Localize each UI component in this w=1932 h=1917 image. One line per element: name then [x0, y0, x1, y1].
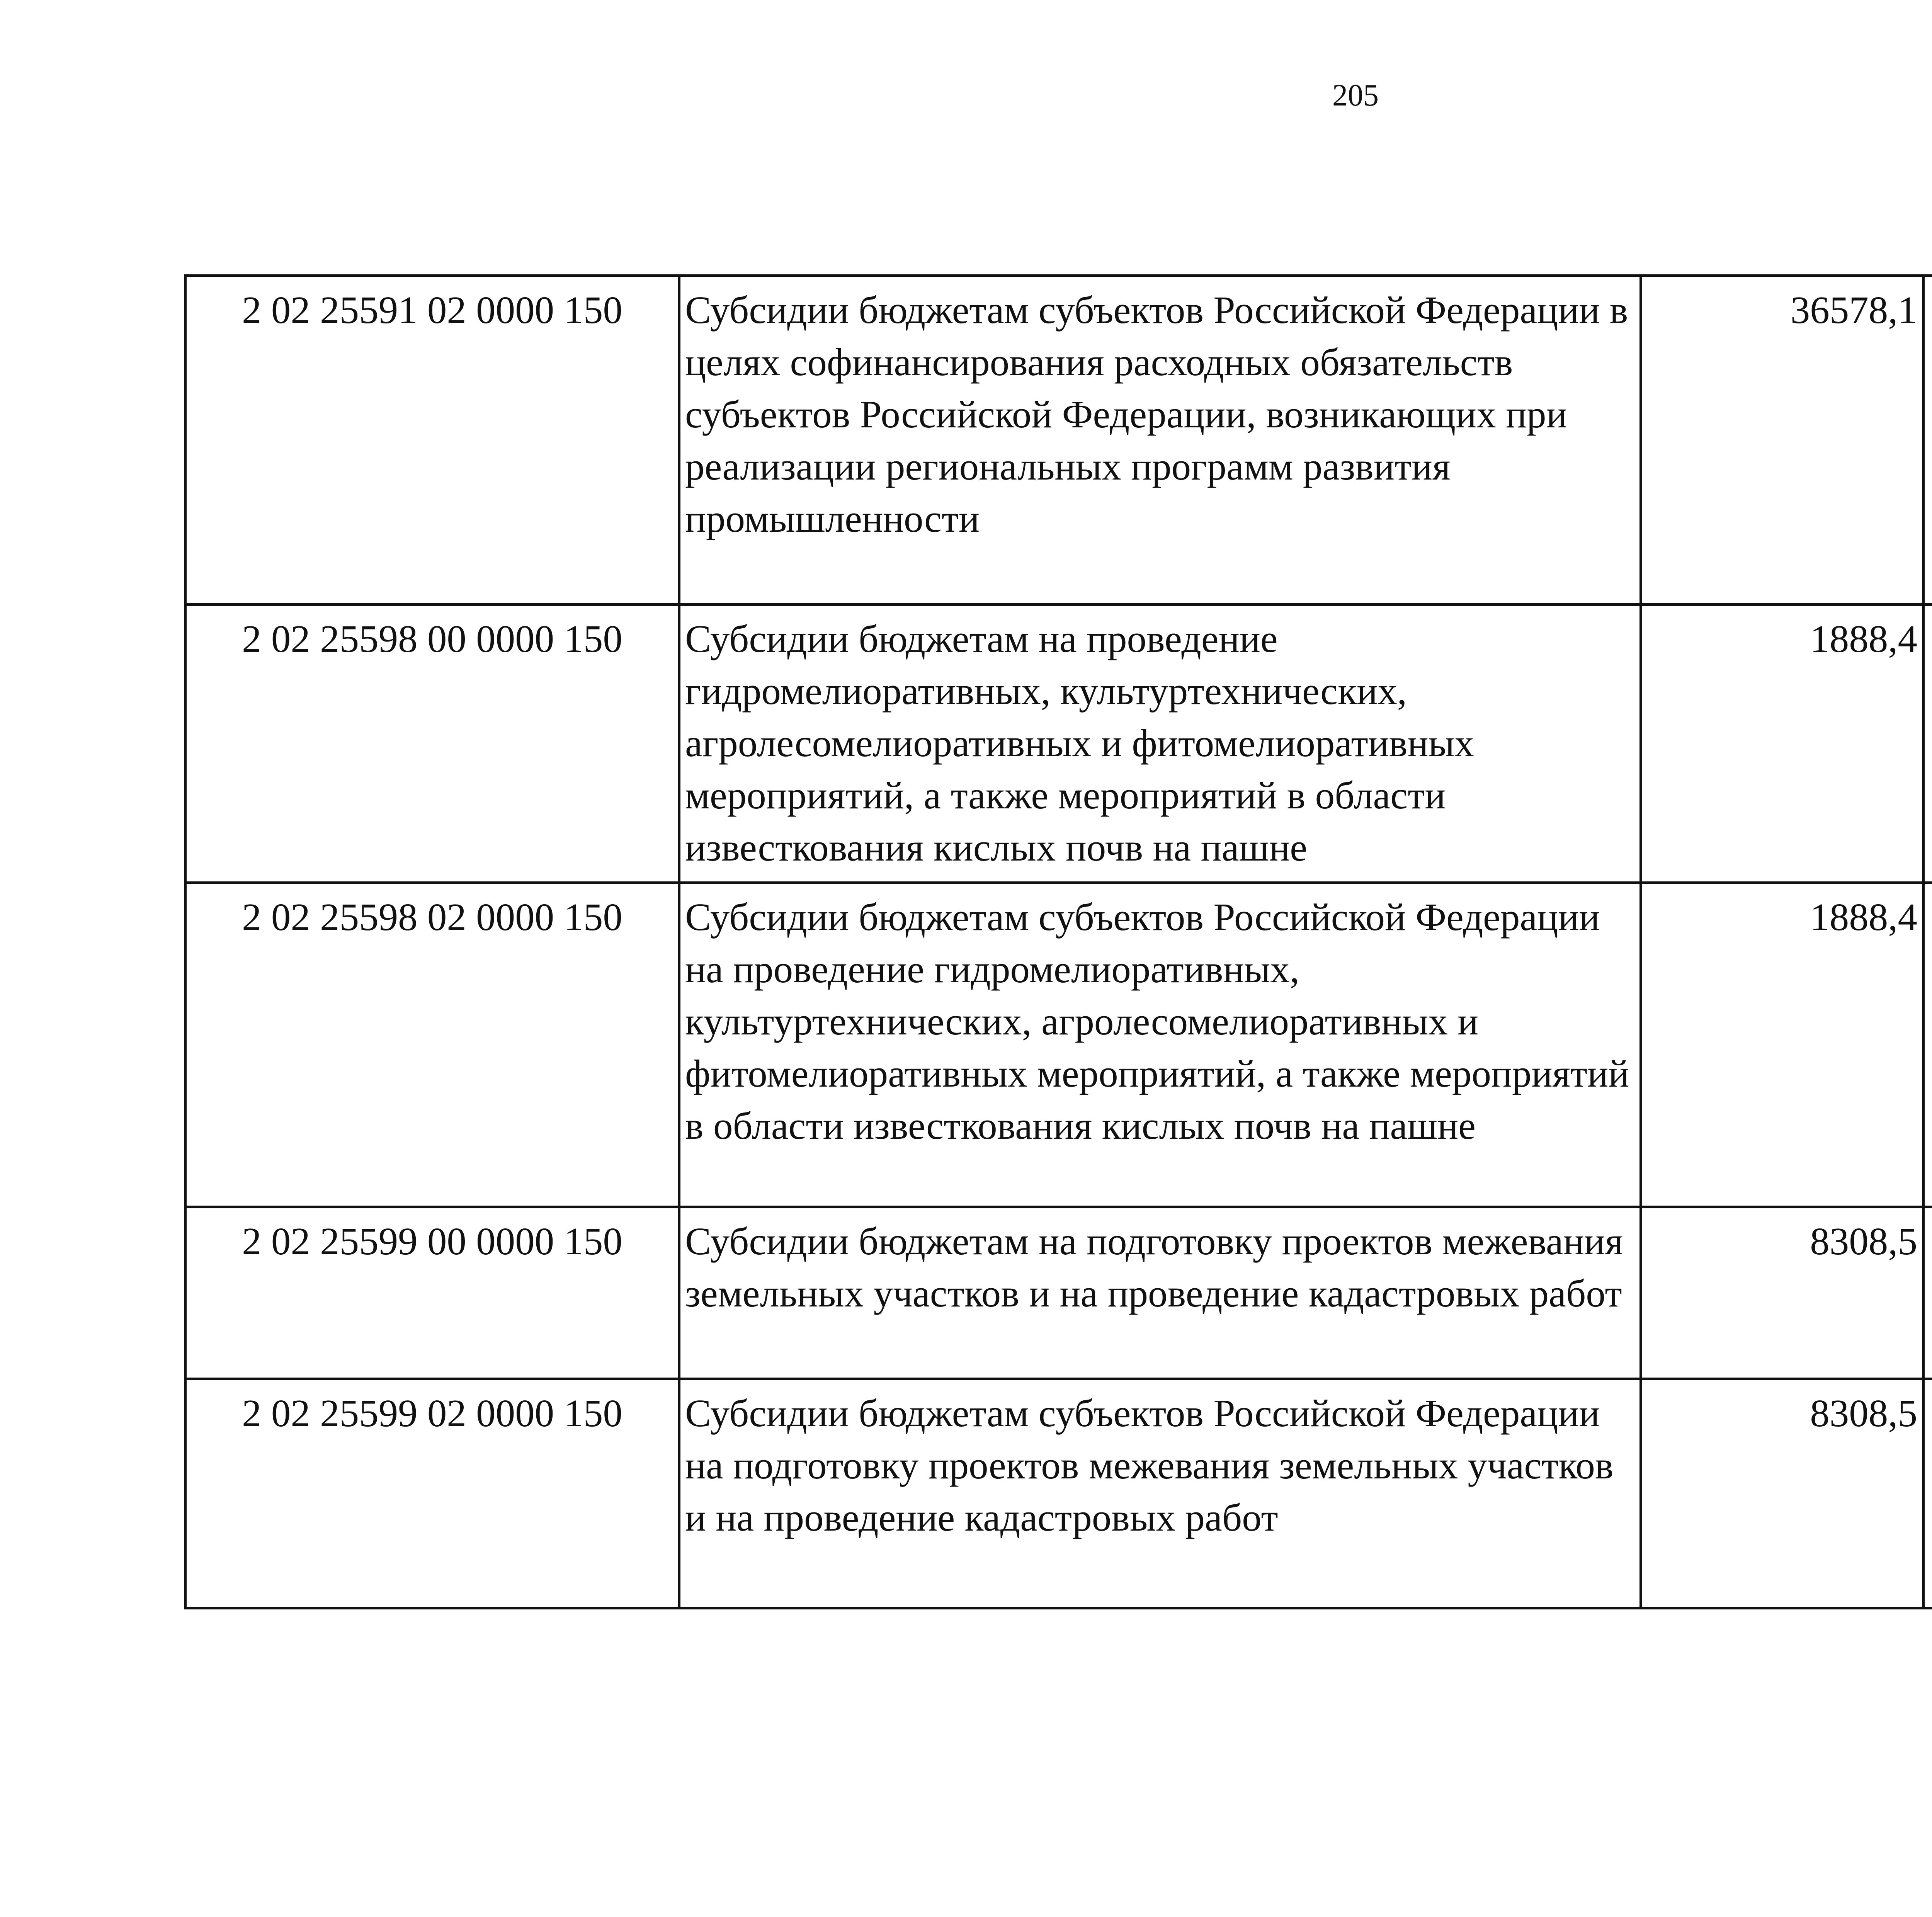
budget-code-cell: 2 02 25591 02 0000 150 — [185, 276, 679, 605]
budget-code-cell: 2 02 25599 02 0000 150 — [185, 1379, 679, 1608]
table-row — [185, 1379, 1932, 1608]
amount-year1-cell: 36578,1 — [1641, 276, 1923, 605]
budget-code-cell: 2 02 25598 02 0000 150 — [185, 883, 679, 1207]
amount-year2-cell — [1923, 1207, 1932, 1379]
revenue-name-cell: Субсидии бюджетам субъектов Российской Федерации в целях софинансирования расходных обязательств субъектов Российской Федерации, возникающих при реализации региональных программ развития промышленности — [679, 276, 1641, 605]
table-row — [185, 883, 1932, 1207]
page-number: 205 — [1332, 78, 1379, 112]
revenue-name-cell: Субсидии бюджетам субъектов Российской Федерации на подготовку проектов межевания земельных участков и на проведение кадастровых работ — [679, 1379, 1641, 1608]
amount-year1-cell: 1888,4 — [1641, 883, 1923, 1207]
revenue-name-cell: Субсидии бюджетам на подготовку проектов межевания земельных участков и на проведение кадастровых работ — [679, 1207, 1641, 1379]
amount-year2-cell — [1923, 883, 1932, 1207]
budget-code-cell: 2 02 25599 00 0000 150 — [185, 1207, 679, 1379]
budget-code-cell: 2 02 25598 00 0000 150 — [185, 605, 679, 883]
table-row — [185, 605, 1932, 883]
amount-year1-cell: 1888,4 — [1641, 605, 1923, 883]
amount-year1-cell: 8308,5 — [1641, 1207, 1923, 1379]
amount-year1-cell: 8308,5 — [1641, 1379, 1923, 1608]
table-row — [185, 276, 1932, 605]
amount-year2-cell — [1923, 276, 1932, 605]
budget-table — [184, 274, 1932, 1609]
revenue-name-cell: Субсидии бюджетам субъектов Российской Федерации на проведение гидромелиоративных, культуртехнических, агролесомелиоративных и фитомелиоративных мероприятий, а также мероприятий в области известкования кислых почв на пашне — [679, 883, 1641, 1207]
amount-year2-cell — [1923, 1379, 1932, 1608]
amount-year2-cell — [1923, 605, 1932, 883]
table-row — [185, 1207, 1932, 1379]
revenue-name-cell: Субсидии бюджетам на проведение гидромелиоративных, культуртехнических, агролесомелиоративных и фитомелиоративных мероприятий, а также мероприятий в области известкования кислых почв на пашне — [679, 605, 1641, 883]
